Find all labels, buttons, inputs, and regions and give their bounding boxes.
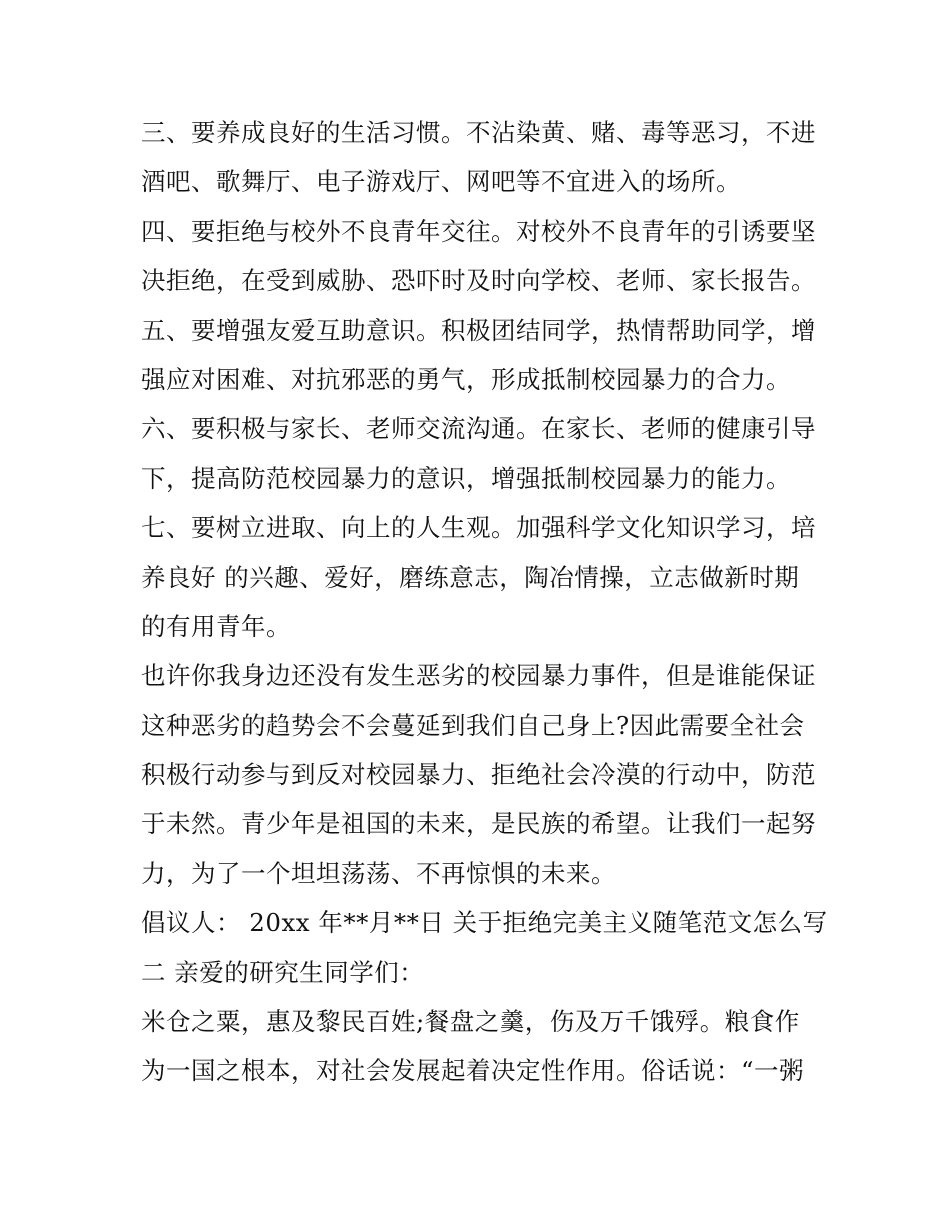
text-line: 这种恶劣的趋势会不会蔓延到我们自己身上?因此需要全社会 [141,710,805,740]
text-line: 强应对困难、对抗邪恶的勇气，形成抵制校园暴力的合力。 [141,364,791,394]
text-line: 五、要增强友爱互助意识。积极团结同学，热情帮助同学，增 [141,315,816,345]
text-line: 力，为了一个坦坦荡荡、不再惊惧的未来。 [141,858,616,888]
text-line: 于未然。青少年是祖国的未来，是民族的希望。让我们一起努 [141,809,816,839]
signature-line: 倡议人： 20xx 年**月**日 关于拒绝完美主义随笔范文怎么写 [141,908,828,938]
text-line: 六、要积极与家长、老师交流沟通。在家长、老师的健康引导 [141,414,816,444]
text-line: 三、要养成良好的生活习惯。不沾染黄、赌、毒等恶习，不进 [141,118,816,147]
salutation-line: 二 亲爱的研究生同学们： [141,957,425,987]
text-line: 为一国之根本，对社会发展起着决定性作用。俗话说：“一粥 [141,1056,805,1086]
text-line: 米仓之粟，惠及黎民百姓;餐盘之羹，伤及万千饿殍。粮食作 [141,1007,800,1037]
text-line: 四、要拒绝与校外不良青年交往。对校外不良青年的引诱要坚 [141,216,816,246]
text-line: 也许你我身边还没有发生恶劣的校园暴力事件，但是谁能保证 [141,661,816,691]
text-line: 积极行动参与到反对校园暴力、拒绝社会冷漠的行动中，防范 [141,760,816,790]
text-line: 决拒绝，在受到威胁、恐吓时及时向学校、老师、家长报告。 [141,266,816,296]
text-line: 酒吧、歌舞厅、电子游戏厅、网吧等不宜进入的场所。 [141,167,741,197]
text-line: 下，提高防范校园暴力的意识，增强抵制校园暴力的能力。 [141,463,791,493]
text-line: 的有用青年。 [141,611,291,641]
body-text [141,108,828,1096]
text-line: 养良好 的兴趣、爱好，磨练意志，陶冶情操，立志做新时期 [141,562,800,592]
text-line: 七、要树立进取、向上的人生观。加强科学文化知识学习，培 [141,513,816,543]
